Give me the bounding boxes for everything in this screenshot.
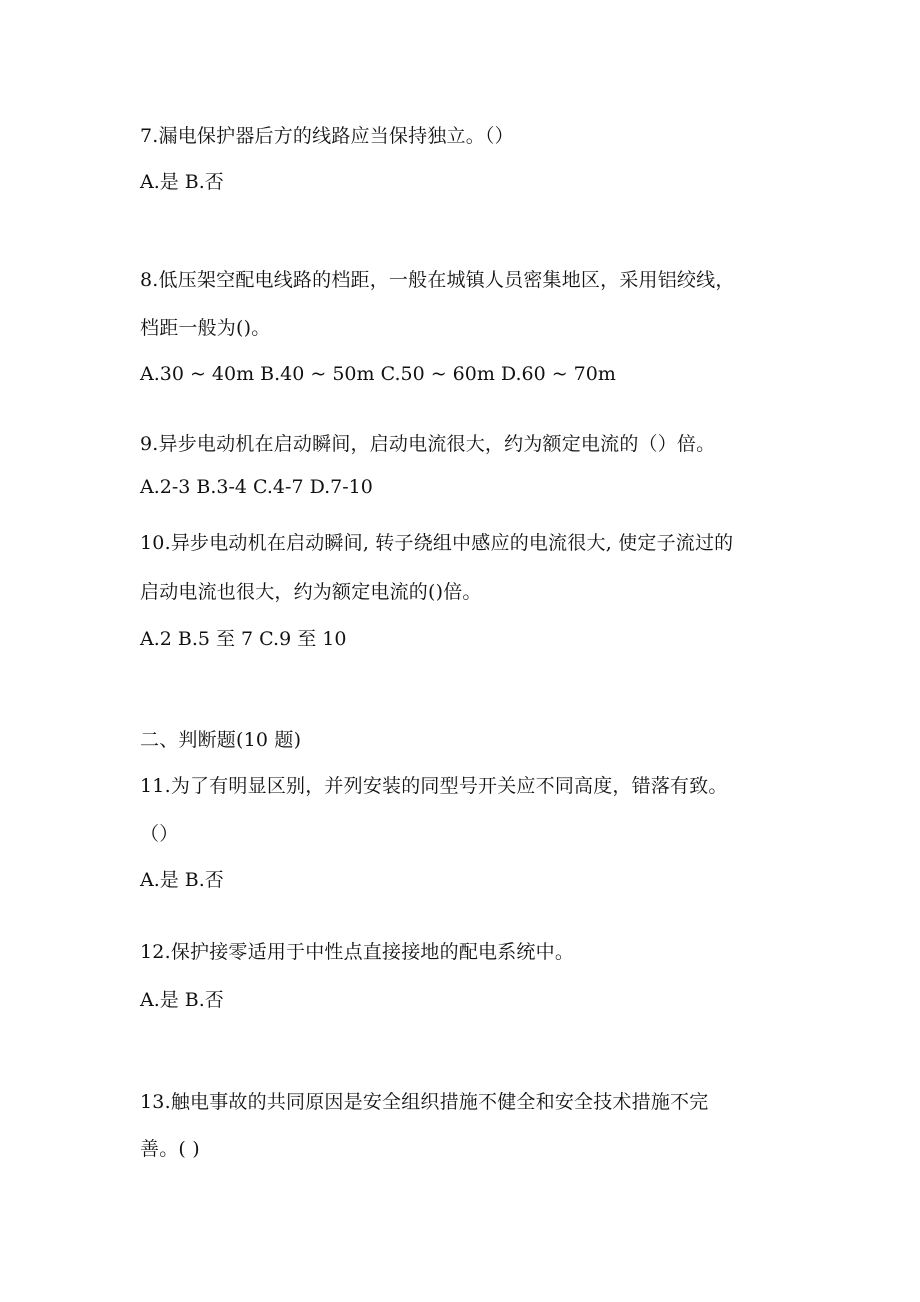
question-10-text-line2: 启动电流也很大，约为额定电流的()倍。 — [140, 581, 482, 603]
question-11-text-line1: 11.为了有明显区别，并列安装的同型号开关应不同高度，错落有致。 — [140, 775, 728, 797]
question-7-options: A.是 B.否 — [140, 171, 224, 193]
question-8-options: A.30 ~ 40m B.40 ~ 50m C.50 ~ 60m D.60 ~ 70m — [140, 363, 616, 385]
question-8-text-line2: 档距一般为()。 — [140, 317, 271, 339]
section-heading: 二、判断题(10 题) — [140, 729, 302, 751]
question-7-text: 7.漏电保护器后方的线路应当保持独立。（） — [140, 125, 514, 147]
question-13-text-line2: 善。( ) — [140, 1138, 200, 1160]
question-13-text-line1: 13.触电事故的共同原因是安全组织措施不健全和安全技术措施不完 — [140, 1091, 709, 1113]
question-11-options: A.是 B.否 — [140, 869, 224, 891]
question-10-text-line1: 10.异步电动机在启动瞬间, 转子绕组中感应的电流很大, 使定子流过的 — [140, 532, 734, 554]
question-10-options: A.2 B.5 至 7 C.9 至 10 — [140, 628, 347, 650]
question-9-options: A.2-3 B.3-4 C.4-7 D.7-10 — [140, 476, 373, 498]
question-12-text: 12.保护接零适用于中性点直接接地的配电系统中。 — [140, 941, 575, 963]
question-11-text-line2: （） — [140, 823, 179, 845]
question-12-options: A.是 B.否 — [140, 989, 224, 1011]
question-9-text: 9.异步电动机在启动瞬间，启动电流很大，约为额定电流的（）倍。 — [140, 433, 716, 455]
question-8-text-line1: 8.低压架空配电线路的档距，一般在城镇人员密集地区，采用铝绞线， — [140, 269, 735, 291]
